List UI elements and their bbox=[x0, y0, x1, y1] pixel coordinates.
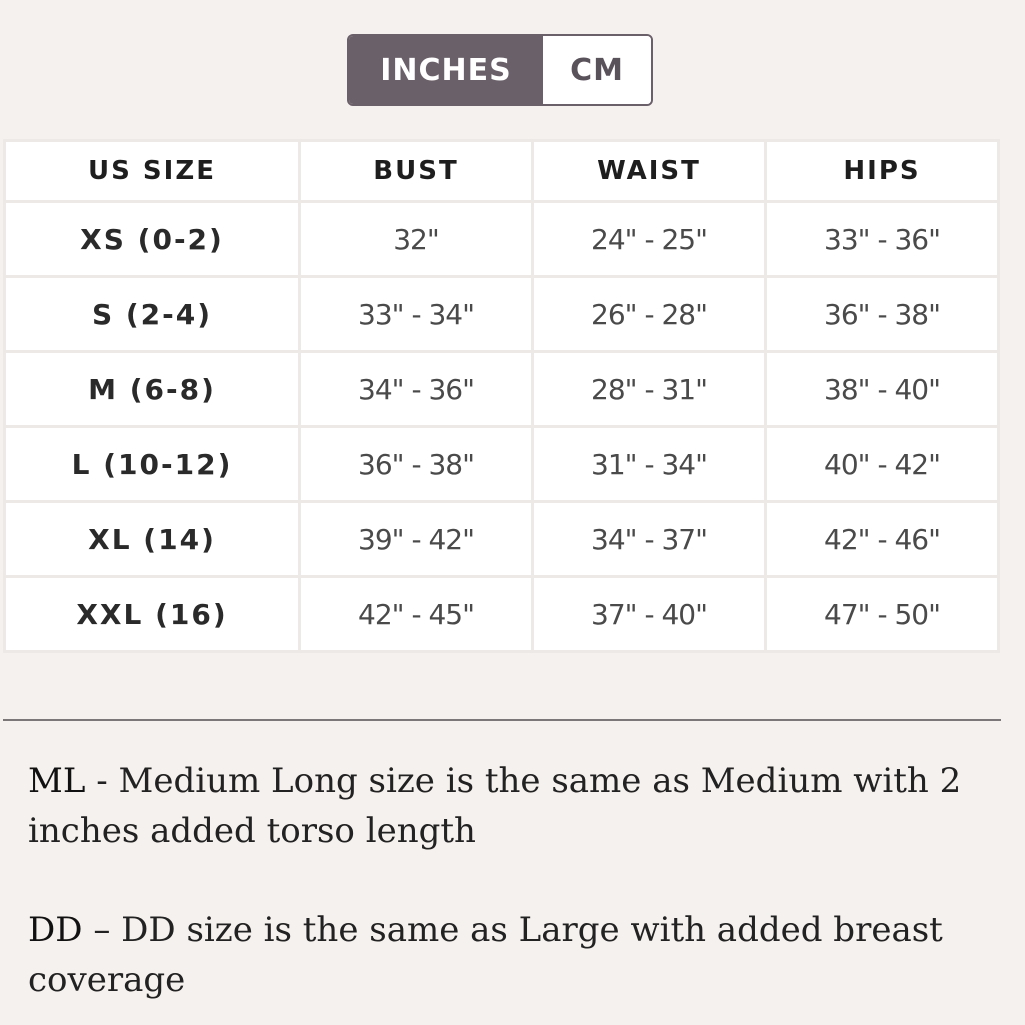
hips-cell: 36" - 38" bbox=[767, 278, 997, 350]
hips-cell: 33" - 36" bbox=[767, 203, 997, 275]
header-bust: BUST bbox=[301, 142, 531, 200]
note-dd bbox=[28, 905, 988, 1005]
bust-cell: 32" bbox=[301, 203, 531, 275]
hips-cell: 47" - 50" bbox=[767, 578, 997, 650]
bust-cell: 36" - 38" bbox=[301, 428, 531, 500]
bust-cell: 34" - 36" bbox=[301, 353, 531, 425]
note-dd-text: – DD size is the same as Large with added breast coverage bbox=[28, 910, 943, 1000]
hips-cell: 42" - 46" bbox=[767, 503, 997, 575]
table-row bbox=[6, 203, 997, 275]
cm-toggle-button[interactable]: CM bbox=[543, 36, 651, 104]
inches-toggle-button[interactable]: INCHES bbox=[349, 36, 543, 104]
hips-cell: 38" - 40" bbox=[767, 353, 997, 425]
size-chart-table bbox=[3, 139, 1000, 653]
section-divider bbox=[3, 719, 1001, 721]
header-waist: WAIST bbox=[534, 142, 764, 200]
waist-cell: 34" - 37" bbox=[534, 503, 764, 575]
header-us-size: US SIZE bbox=[6, 142, 298, 200]
size-cell: S (2-4) bbox=[6, 278, 298, 350]
header-hips: HIPS bbox=[767, 142, 997, 200]
bust-cell: 33" - 34" bbox=[301, 278, 531, 350]
table-row bbox=[6, 578, 997, 650]
waist-cell: 26" - 28" bbox=[534, 278, 764, 350]
size-cell: XXL (16) bbox=[6, 578, 298, 650]
note-medium-long bbox=[28, 756, 988, 856]
waist-cell: 28" - 31" bbox=[534, 353, 764, 425]
note-dd-term: DD bbox=[28, 910, 83, 950]
size-cell: M (6-8) bbox=[6, 353, 298, 425]
waist-cell: 24" - 25" bbox=[534, 203, 764, 275]
size-cell: L (10-12) bbox=[6, 428, 298, 500]
note-ml-term: ML bbox=[28, 761, 86, 801]
bust-cell: 42" - 45" bbox=[301, 578, 531, 650]
table-row bbox=[6, 428, 997, 500]
hips-cell: 40" - 42" bbox=[767, 428, 997, 500]
table-row bbox=[6, 353, 997, 425]
table-header-row bbox=[6, 142, 997, 200]
note-ml-text: - Medium Long size is the same as Medium with 2 inches added torso length bbox=[28, 761, 962, 851]
table-row bbox=[6, 503, 997, 575]
size-cell: XL (14) bbox=[6, 503, 298, 575]
waist-cell: 31" - 34" bbox=[534, 428, 764, 500]
table-row bbox=[6, 278, 997, 350]
waist-cell: 37" - 40" bbox=[534, 578, 764, 650]
size-cell: XS (0-2) bbox=[6, 203, 298, 275]
unit-toggle bbox=[347, 34, 653, 106]
bust-cell: 39" - 42" bbox=[301, 503, 531, 575]
